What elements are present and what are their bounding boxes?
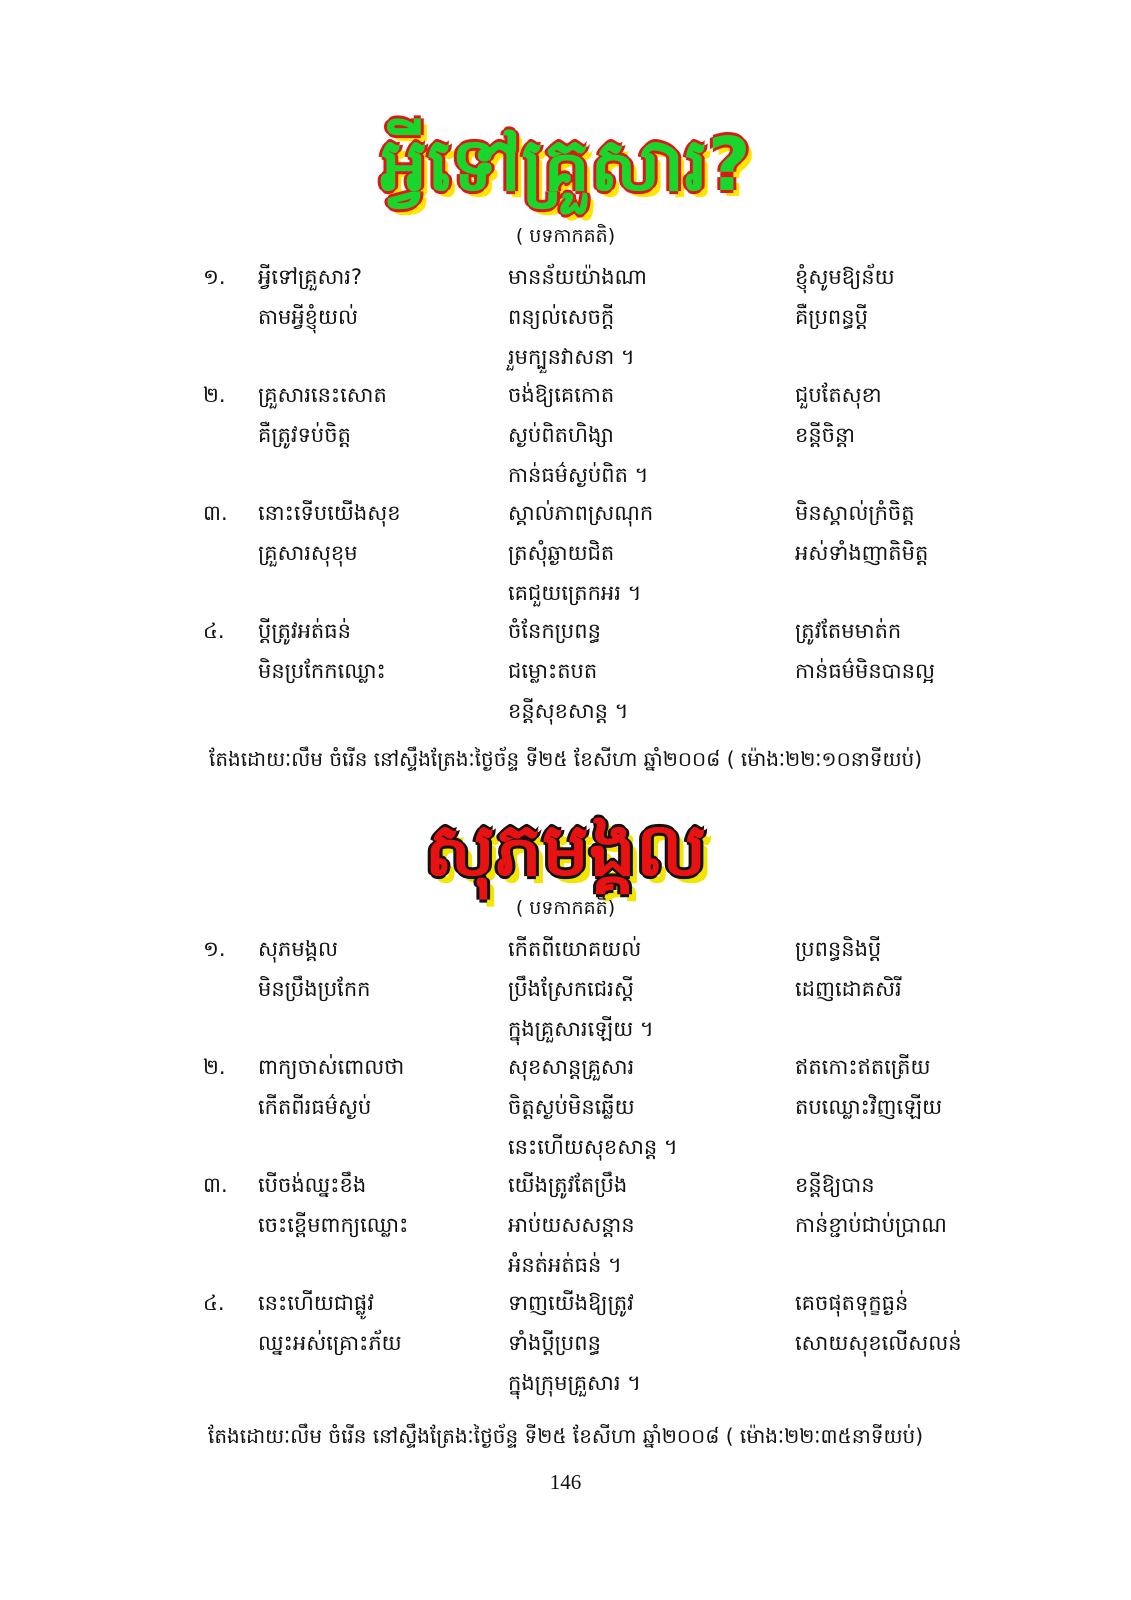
- verse-cell: ចំនែកប្រពន្ធ: [508, 619, 601, 643]
- verse-cell: ពន្យល់សេចក្ដី: [508, 305, 615, 329]
- verse-line: [0, 533, 1131, 573]
- verse-cell: មិនប្រកែកឈ្លោះ: [258, 659, 386, 683]
- verse-cell: កាន់ខ្ជាប់ជាប់ប្រាណ: [795, 1213, 947, 1237]
- verse-cell: ខន្ដីឱ្យបាន: [795, 1173, 875, 1197]
- verse-line: [0, 257, 1131, 297]
- verse-line: [0, 455, 1131, 495]
- verse-line: [0, 337, 1131, 377]
- poem-1-title: អ្វីទៅគ្រួសារ?: [380, 122, 751, 208]
- verse-cell: ត្រសុំឆ្ងាយជិត: [508, 541, 615, 565]
- verse-line: [0, 969, 1131, 1009]
- verse-line: [0, 573, 1131, 613]
- stanza-number: ១.: [203, 265, 226, 289]
- verse-line: [0, 651, 1131, 691]
- stanza-number: ១.: [203, 937, 226, 961]
- stanza-2: [0, 1047, 1131, 1165]
- stanza-number: ៣.: [203, 501, 228, 525]
- verse-cell: កាន់ធម៌ស្ងប់ពិត ។: [508, 463, 649, 487]
- verse-line: [0, 929, 1131, 969]
- poem-2-author-line: តែងដោយៈលឹម ចំរើន នៅស្ទឹងត្រែងៈថ្ងៃច័ន្ទ ទី២៥ ខែសីហា ឆ្នាំ២០០៨ ( ម៉ោងៈ២២ៈ៣៥នាទីយប់): [208, 1424, 923, 1448]
- verse-cell: អំនត់អត់ធន់ ។: [508, 1253, 622, 1277]
- verse-cell: គឺប្រពន្ធប្ដី: [795, 305, 868, 329]
- verse-cell: រួមក្បួនវាសនា ។: [508, 345, 635, 369]
- verse-cell: ចេះខ្ពើមពាក្យឈ្លោះ: [258, 1213, 409, 1237]
- poem-1-author-line: តែងដោយៈលឹម ចំរើន នៅស្ទឹងត្រែងៈថ្ងៃច័ន្ទ ទី២៥ ខែសីហា ឆ្នាំ២០០៨ ( ម៉ោងៈ២២ៈ១០នាទីយប់): [208, 747, 923, 771]
- verse-cell: អ្វីទៅគ្រួសារ?: [258, 265, 363, 289]
- verse-cell: ខន្ដីចិន្ដា: [795, 423, 855, 447]
- verse-cell: ចិត្តស្ងប់មិនឆ្លើយ: [508, 1095, 635, 1119]
- verse-line: [0, 297, 1131, 337]
- stanza-number: ៣.: [203, 1173, 228, 1197]
- verse-cell: គេជួយត្រេកអរ ។: [508, 581, 642, 605]
- verse-line: [0, 415, 1131, 455]
- verse-cell: ខ្ញុំសូមឱ្យន័យ: [795, 265, 895, 289]
- poem-1-body: [0, 257, 1131, 729]
- stanza-3: [0, 493, 1131, 611]
- stanza-4: [0, 611, 1131, 729]
- verse-cell: ជម្លោះតបត: [508, 659, 598, 683]
- verse-line: [0, 691, 1131, 731]
- verse-cell: សុខសាន្ដគ្រួសារ: [508, 1055, 635, 1079]
- stanza-1: [0, 257, 1131, 375]
- verse-cell: បើចង់ឈ្នះខឹង: [258, 1173, 367, 1197]
- verse-cell: កាន់ធម៌មិនបានល្អ: [795, 659, 935, 683]
- verse-cell: ឈ្នះអស់គ្រោះភ័យ: [258, 1331, 402, 1355]
- verse-cell: ដេញដោគសិរី: [795, 977, 902, 1001]
- stanza-2: [0, 375, 1131, 493]
- verse-line: [0, 1363, 1131, 1403]
- poem-2-title: សុភមង្គល: [424, 807, 707, 893]
- verse-line: [0, 1205, 1131, 1245]
- verse-line: [0, 493, 1131, 533]
- verse-line: [0, 1047, 1131, 1087]
- stanza-number: ២.: [203, 1055, 226, 1079]
- verse-cell: តាមអ្វីខ្ញុំយល់: [258, 305, 358, 329]
- stanza-number: ២.: [203, 383, 226, 407]
- verse-cell: ខន្ដីសុខសាន្ដ ។: [508, 699, 629, 723]
- verse-line: [0, 1245, 1131, 1285]
- verse-cell: នេះហើយជាផ្លូវ: [258, 1291, 374, 1315]
- verse-cell: នេះហើយសុខសាន្ដ ។: [508, 1135, 678, 1159]
- verse-cell: មិនប្រឹងប្រកែក: [258, 977, 371, 1001]
- verse-cell: ពាក្យចាស់ពោលថា: [258, 1055, 405, 1079]
- verse-cell: កើតពីរធម៌ស្ងប់: [258, 1095, 372, 1119]
- verse-cell: ទាំងប្ដីប្រពន្ធ: [508, 1331, 601, 1355]
- verse-cell: ទាញយើងឱ្យត្រូវ: [508, 1291, 634, 1315]
- verse-cell: សុភមង្គល: [258, 937, 338, 961]
- verse-line: [0, 1127, 1131, 1167]
- verse-line: [0, 1009, 1131, 1049]
- verse-cell: កើតពីយោគយល់: [508, 937, 642, 961]
- verse-cell: គឺត្រូវទប់ចិត្ត: [258, 423, 351, 447]
- verse-line: [0, 1283, 1131, 1323]
- verse-cell: ស្ងប់ពិតហិង្សា: [508, 423, 614, 447]
- verse-cell: តបឈ្លោះវិញឡើយ: [795, 1095, 943, 1119]
- page-number: 146: [549, 1470, 582, 1494]
- verse-cell: មានន័យយ៉ាងណា: [508, 265, 647, 289]
- verse-cell: ចង់ឱ្យគេកោត: [508, 383, 615, 407]
- verse-cell: យើងត្រូវតែប្រឹង: [508, 1173, 628, 1197]
- verse-line: [0, 1087, 1131, 1127]
- poem-1-subtitle: ( បទកាកគតិ): [515, 225, 616, 247]
- stanza-1: [0, 929, 1131, 1047]
- verse-cell: ស្គាល់ភាពស្រណុក: [508, 501, 654, 525]
- verse-cell: ជួបតែសុខា: [795, 383, 882, 407]
- verse-cell: មិនស្គាល់ក្រំចិត្ត: [795, 501, 915, 525]
- verse-line: [0, 375, 1131, 415]
- stanza-3: [0, 1165, 1131, 1283]
- verse-cell: ត្រូវតែមមាត់ក: [795, 619, 902, 643]
- verse-cell: ប្ដីត្រូវអត់ធន់: [258, 619, 351, 643]
- verse-cell: ប្រពន្ធនិងប្ដី: [795, 937, 882, 961]
- verse-cell: ប្រឹងស្រែកជេរស្ដី: [508, 977, 634, 1001]
- verse-cell: នោះទើបយើងសុខ: [258, 501, 401, 525]
- verse-cell: ឥតកោះឥតត្រើយ: [795, 1055, 931, 1079]
- poem-2-subtitle: ( បទកាកគតិ): [515, 897, 616, 919]
- stanza-4: [0, 1283, 1131, 1401]
- verse-cell: អាប់យសសន្ដាន: [508, 1213, 635, 1237]
- verse-line: [0, 1165, 1131, 1205]
- verse-cell: អស់ទាំងញាតិមិត្ត: [795, 541, 929, 565]
- stanza-number: ៤.: [203, 1291, 225, 1315]
- verse-cell: គ្រួសារនេះសោត: [258, 383, 387, 407]
- verse-cell: ក្នុងគ្រួសារឡើយ ។: [508, 1017, 654, 1041]
- verse-line: [0, 611, 1131, 651]
- verse-cell: ក្នុងក្រុមគ្រួសារ ។: [508, 1371, 642, 1395]
- verse-cell: គេចផុតទុក្ខធ្ងន់: [795, 1291, 909, 1315]
- verse-line: [0, 1323, 1131, 1363]
- poem-2-body: [0, 929, 1131, 1401]
- verse-cell: សោយសុខលើសលន់: [795, 1331, 962, 1355]
- stanza-number: ៤.: [203, 619, 225, 643]
- verse-cell: គ្រួសារសុខុម: [258, 541, 358, 565]
